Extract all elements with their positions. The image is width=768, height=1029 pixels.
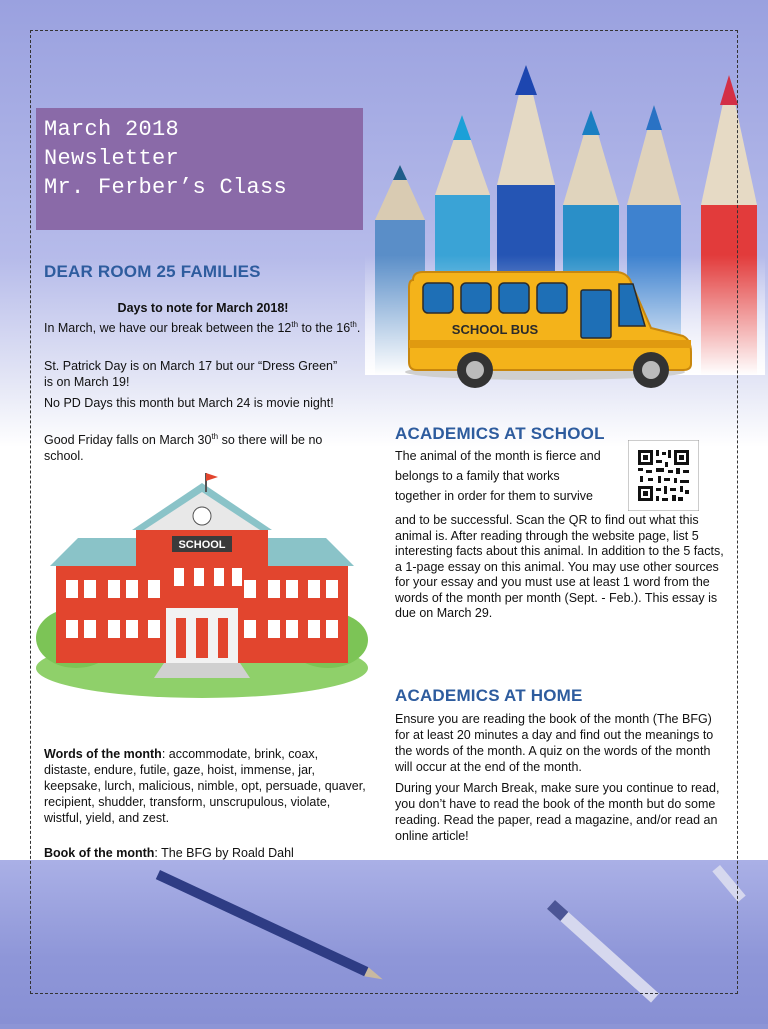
dear-families-heading: DEAR ROOM 25 FAMILIES xyxy=(44,262,261,281)
animal-intro-text: The animal of the month is fierce and belongs to a family that works together in order for them to survive xyxy=(395,449,601,503)
title-line-1: March 2018 xyxy=(44,117,180,142)
title-line-2: Newsletter xyxy=(44,146,180,171)
st-patrick-text: St. Patrick Day is on March 17 but our “Dress Green” is on March 19! xyxy=(44,359,338,389)
title-line-3: Mr. Ferber’s Class xyxy=(44,175,288,200)
school-sign-text: SCHOOL xyxy=(178,539,226,551)
book-of-month-text: Book of the month: The BFG by Roald Dahl xyxy=(44,846,294,860)
words-of-month-text: Words of the month: accommodate, brink, coax, distaste, endure, futile, gaze, hoist, immense, jar, keepsake, lurch, malicious, nimble, opt, persuade, quaver, recipient, shudder, transform, unscrupulous, violate, wistful, yield, and zest. xyxy=(44,747,366,825)
school-building-icon xyxy=(36,468,368,698)
march-break-reading-text: During your March Break, make sure you continue to read, you don’t have to read the book of the month but do some reading. Read the paper, read a magazine, and/or read an online article! xyxy=(395,781,720,843)
animal-essay-text: and to be successful. Scan the QR to find out what this animal is. After reading through the website page, list 5 interesting facts about this animal. In addition to the 5 facts, a 1-page essay on this animal. You may use other sources for your essay and you must use at least 1 word from the words of the month per month (Sept. - Feb.). This essay is due on March 29. xyxy=(395,513,724,620)
days-to-note-title: Days to note for March 2018! xyxy=(117,301,289,315)
school-bus-icon xyxy=(405,268,695,393)
academics-home-heading: ACADEMICS AT HOME xyxy=(395,686,583,705)
academics-school-heading: ACADEMICS AT SCHOOL xyxy=(395,424,605,443)
pd-days-text: No PD Days this month but March 24 is movie night! xyxy=(44,396,334,410)
march-break-text: In March, we have our break between the 12th to the 16th. xyxy=(44,319,361,335)
qr-code-icon xyxy=(628,440,699,511)
newsletter-title-box xyxy=(36,108,363,230)
home-reading-text: Ensure you are reading the book of the month (The BFG) for at least 20 minutes a day and find out the meanings to the words of the month. A quiz on the words of the month will occur at the end of the month. xyxy=(395,712,714,774)
bus-sign-text: SCHOOL BUS xyxy=(451,322,539,337)
good-friday-text: Good Friday falls on March 30th so there will be no school. xyxy=(44,431,323,463)
